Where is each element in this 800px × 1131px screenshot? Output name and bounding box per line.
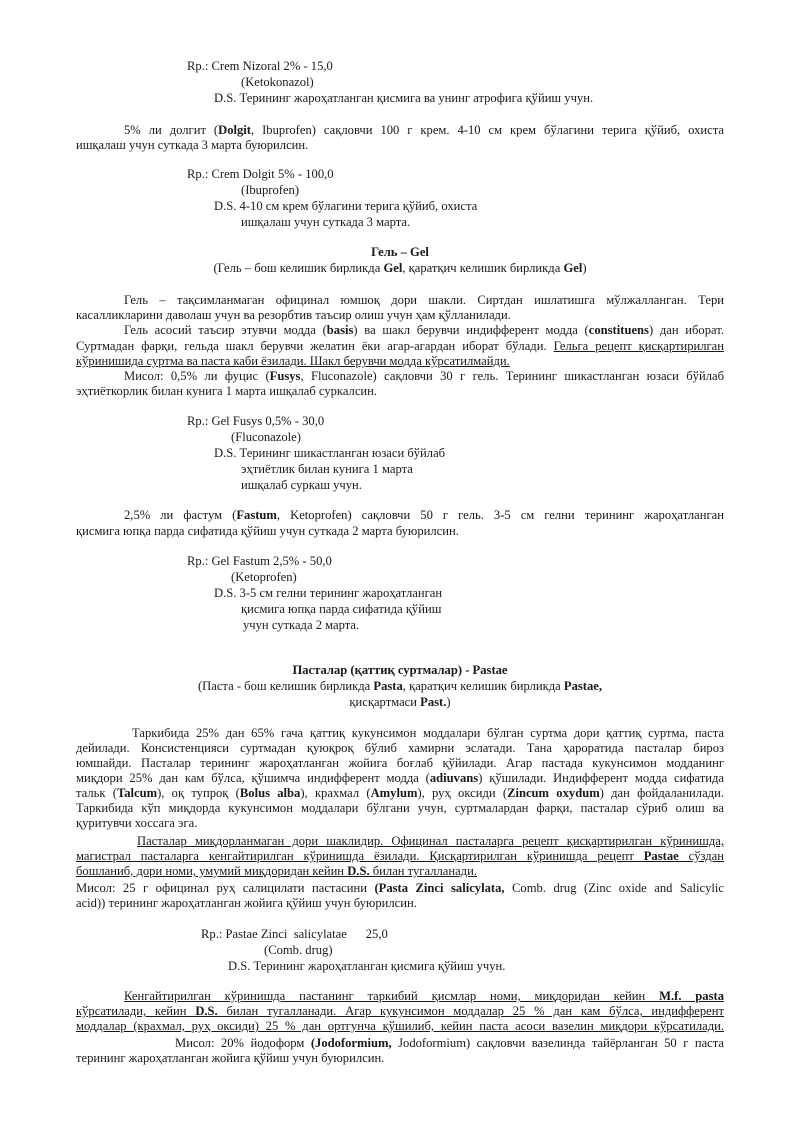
rx3-ds3: ишқалаб суркаш учун. <box>241 478 362 492</box>
rx4-generic: (Ketoprofen) <box>231 570 297 584</box>
rx5-ds: D.S. Терининг жароҳатланган қисмига қўйиш учун. <box>228 959 506 973</box>
paste-p1-line2: дейилади. Консистенцияси суртмадан қуюқроқ бўлиб хамирни эслатади. Тана ҳароратида пасталар бироз <box>76 741 724 755</box>
paste-p1-line4: миқдори 25% дан кам бўлса, қўшимча индифферент модда (adiuvans) қўшилади. Индифферент модда сифатида <box>76 771 724 785</box>
rx3-ds2: эҳтиётлик билан кунига 1 марта <box>241 462 413 476</box>
paste-p2-line1: Пасталар миқдорланмаган дори шаклидир. Официнал пасталарга рецепт қисқартирилган кўринишда, <box>137 834 724 848</box>
rx4-ds2: қисмига юпқа парда сифатида қўйиш <box>241 602 442 616</box>
gel-p2-line3: кўринишида суртма ва паста каби ёзилади. Шакл берувчи модда кўрсатилмайди. <box>76 354 510 368</box>
rx5-rp: Rp.: Pastae Zinci salicylatae 25,0 <box>201 927 388 941</box>
rx2-rp: Rp.: Crem Dolgit 5% - 100,0 <box>187 167 334 181</box>
final-line2: кўрсатилади, кейин D.S. билан тугалланади. Агар кукунсимон моддалар 25 % дан кам бўлса, индифферент <box>76 1004 724 1018</box>
gel-p2-line2: Суртмадан фарқи, гельда шакл берувчи желатин ёки агар-агардан иборат бўлади. Гельга рецепт қисқартирилган <box>76 339 725 353</box>
gel-subheading: (Гель – бош келишик бирликда Gel, қаратқич келишик бирликда Gel) <box>213 261 587 275</box>
final-line4: Мисол: 20% йодоформ (Jodoformium, Jodoformium) сақловчи вазелинда тайёрланган 50 г паста <box>175 1036 724 1050</box>
paste-p1-line3: юмшайди. Пасталар терининг жароҳатланган жойига боғлаб қўйилади. Агар пастада кукунсимон модданинг <box>76 756 724 770</box>
rx2-generic: (Ibuprofen) <box>241 183 300 197</box>
gel-p3-line2: эҳтиёткорлик билан кунига 1 марта ишқалаб суркалсин. <box>76 384 378 398</box>
paste-p1-line6: Таркибида кўп миқдорда кукунсимон моддалари бўлгани учун, суртмалардан фарқи, пасталар сўриб олиш ва <box>76 801 724 815</box>
rx1-generic: (Ketokonazol) <box>241 75 314 89</box>
paste-p1-line1: Таркибида 25% дан 65% гача қаттиқ кукунсимон моддалари бўлган суртма дори қаттиқ суртма, паста <box>132 726 724 740</box>
fastum-line2: қисмига юпқа парда сифатида қўйиш учун суткада 2 марта буюрилсин. <box>76 524 459 538</box>
rx3-generic: (Fluconazole) <box>231 430 301 444</box>
rx4-ds3: учун суткада 2 марта. <box>243 618 360 632</box>
paste-p1-line5: тальк (Talcum), оқ тупроқ (Bolus alba), крахмал (Amylum), руҳ оксиди (Zincum oxydum) дан фойдаланилади. <box>76 786 724 800</box>
gel-p1-line2: касалликларини даволаш учун ва резорбтив таъсир олиш учун ҳам қўлланилади. <box>76 308 511 322</box>
rx2-ds1: D.S. 4-10 см крем бўлагини терига қўйиб, охиста <box>214 199 478 213</box>
paste-p2-line3: бошланиб, дори номи, умумий миқдоридан кейин D.S. билан тугалланади. <box>76 864 477 878</box>
final-line3: моддалар (крахмал, руҳ оксиди) 25 % дан ортгунча қўшилиб, кейин паста асоси вазелин миқдори кўрсатилади. <box>76 1019 724 1033</box>
paste-p1-line7: қуритувчи хоссага эга. <box>76 816 198 830</box>
rx1-rp: Rp.: Crem Nizoral 2% - 15,0 <box>187 59 333 73</box>
final-line1: Кенгайтирилган кўринишда пастанинг таркибий қисмлар номи, миқдоридан кейин M.f. pasta <box>124 989 724 1003</box>
paste-p2-line2: магистрал пасталарга кенгайтирилган кўринишда ёзилади. Қисқартирилган кўринишда рецепт Pastae сўздан <box>76 849 724 863</box>
rx5-generic: (Comb. drug) <box>264 943 333 957</box>
gel-p1-line1: Гель – тақсимланмаган официнал юмшоқ дори шакли. Сиртдан ишлатишга мўлжалланган. Тери <box>124 293 724 307</box>
dolgit-line1: 5% ли долгит (Dolgit, Ibuprofen) сақловчи 100 г крем. 4-10 см крем бўлагини терига қўйиб, охиста <box>124 123 724 137</box>
paste-p3-line2: acid)) терининг жароҳатланган жойига қўйиш учун буюрилсин. <box>76 896 417 910</box>
gel-heading: Гель – Gel <box>371 245 429 259</box>
fastum-line1: 2,5% ли фастум (Fastum, Ketoprofen) сақловчи 50 г гель. 3-5 см гелни терининг жароҳатланган <box>124 508 724 522</box>
rx4-ds1: D.S. 3-5 см гелни терининг жароҳатланган <box>214 586 443 600</box>
gel-p2-line1: Гель асосий таъсир этувчи модда (basis) ва шакл берувчи индифферент модда (constituens) дан иборат. <box>124 323 724 337</box>
gel-p3-line1: Мисол: 0,5% ли фуцис (Fusys, Fluconazole) сақловчи 30 г гель. Терининг шикастланган юзаси бўйлаб <box>124 369 725 383</box>
dolgit-line2: ишқалаш учун суткада 3 марта буюрилсин. <box>76 138 309 152</box>
rx4-rp: Rp.: Gel Fastum 2,5% - 50,0 <box>187 554 332 568</box>
paste-p3-line1: Мисол: 25 г официнал руҳ салицилати пастасини (Pasta Zinci salicylata, Comb. drug (Zinc oxide and Salicylic <box>76 881 724 895</box>
paste-subheading-1: (Паста - бош келишик бирликда Pasta, қаратқич келишик бирликда Pastae, <box>197 679 603 693</box>
rx3-rp: Rp.: Gel Fusys 0,5% - 30,0 <box>187 414 325 428</box>
final-line5: терининг жароҳатланган жойига қўйиш учун буюрилсин. <box>76 1051 385 1065</box>
rx1-ds: D.S. Терининг жароҳатланган қисмига ва унинг атрофига қўйиш учун. <box>214 91 594 105</box>
paste-heading: Пасталар (қаттиқ суртмалар) - Pastae <box>292 663 508 677</box>
paste-subheading-2: қисқартмаси Past.) <box>349 695 451 709</box>
rx3-ds1: D.S. Терининг шикастланган юзаси бўйлаб <box>214 446 446 460</box>
rx2-ds2: ишқалаш учун суткада 3 марта. <box>241 215 411 229</box>
